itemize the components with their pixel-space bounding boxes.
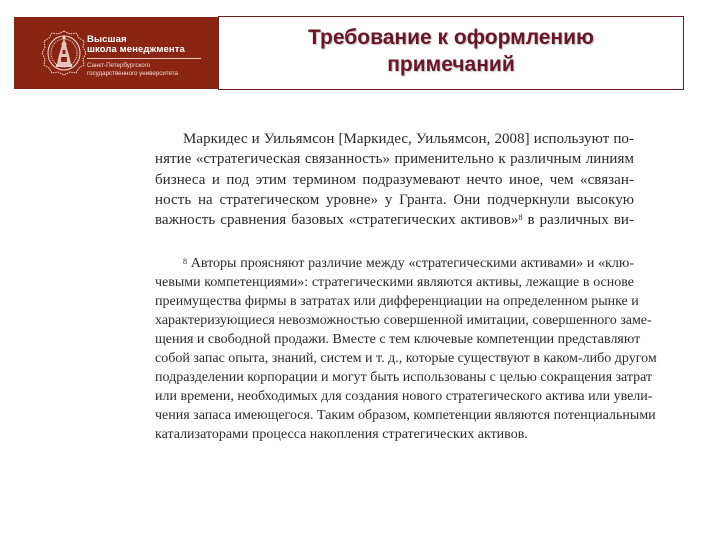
logo-name-line2: школа менеджмента bbox=[87, 44, 185, 55]
logo-text-block bbox=[87, 35, 201, 78]
paragraph-text: важность сравнения базовых «стратегических активов» bbox=[155, 212, 519, 229]
footnote-line: преимущества фирмы в затратах или дифференциации на определенном рынке и bbox=[155, 294, 639, 310]
footnote-line: чения запаса имеющегося. Таким образом, компетенции являются потенциальными bbox=[155, 408, 656, 424]
paragraph-text: в различных ви- bbox=[522, 212, 635, 229]
footnote-line: чевыми компетенциями»: стратегическими являются активы, лежащие в основе bbox=[155, 275, 634, 291]
logo-divider bbox=[87, 58, 201, 59]
footnote-text: Авторы проясняют различие между «стратегическими активами» и «клю- bbox=[187, 256, 634, 272]
footnote-line bbox=[155, 254, 634, 273]
slide-title-line1: Требование к оформлению bbox=[308, 26, 594, 49]
paragraph-line: нятие «стратегическая связанность» применительно к различным линиям bbox=[155, 151, 634, 168]
logo-subtitle-line1: Санкт-Петербургского bbox=[87, 62, 151, 69]
footnote-line: щения и свободной продажи. Вместе с тем ключевые компетенции представляют bbox=[155, 332, 641, 348]
slide-title-box bbox=[218, 16, 684, 90]
main-paragraph bbox=[155, 129, 634, 230]
paragraph-line: ность на стратегическом уровне» у Гранта. Они подчеркнули высокую bbox=[155, 191, 634, 208]
footnote bbox=[155, 254, 657, 444]
logo-subtitle-line2: государственного университета bbox=[87, 70, 179, 77]
slide-title-line2: примечаний bbox=[387, 53, 515, 76]
institution-logo bbox=[14, 17, 219, 89]
university-emblem-icon bbox=[39, 28, 89, 78]
footnote-line: подразделении корпорации и могут быть использованы с целью сокращения затрат bbox=[155, 370, 653, 386]
footnote-line: катализаторами процесса накопления стратегических активов. bbox=[155, 427, 528, 443]
footnote-line: или времени, необходимых для создания нового стратегического актива или увели- bbox=[155, 389, 653, 405]
document-excerpt bbox=[155, 129, 657, 444]
paragraph-line-with-ref bbox=[155, 210, 634, 230]
footnote-line: собой запас опыта, знаний, систем и т. д., которые существуют в каком-либо другом bbox=[155, 351, 657, 367]
paragraph-line: Маркидес и Уильямсон [Маркидес, Уильямсон, 2008] используют по- bbox=[183, 131, 634, 147]
footnote-marker: 8 bbox=[183, 257, 187, 267]
logo-name-line1: Высшая bbox=[87, 34, 127, 45]
slide-title bbox=[219, 24, 683, 78]
footnote-line: характеризующиеся невозможностью совершенной имитации, совершенного заме- bbox=[155, 313, 652, 329]
footnote-reference: 8 bbox=[518, 213, 523, 223]
paragraph-line: бизнеса и под этим термином подразумевают нечто иное, чем «связан- bbox=[155, 171, 634, 188]
